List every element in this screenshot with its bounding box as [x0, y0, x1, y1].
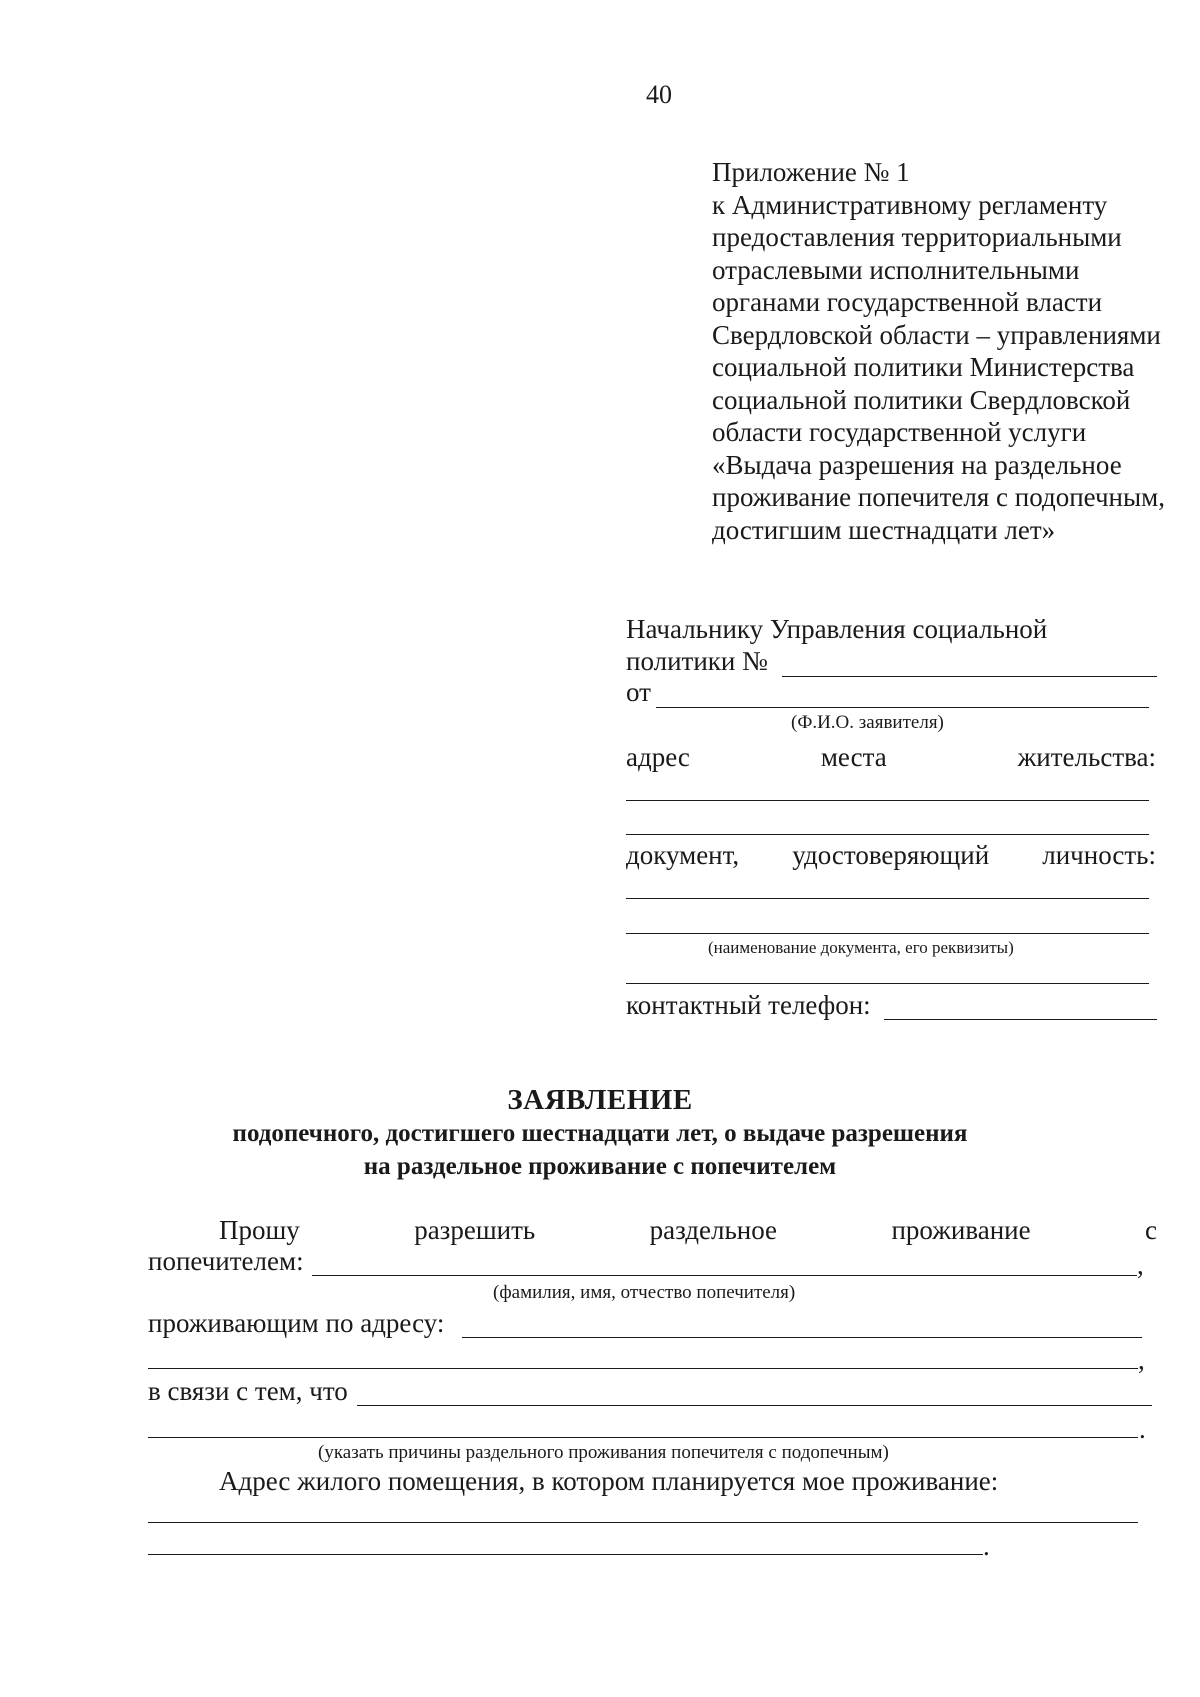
reason-period: .	[1139, 1414, 1146, 1444]
department-number-field[interactable]	[782, 676, 1157, 677]
identity-document-label	[626, 840, 1156, 871]
request-word: Прошу	[219, 1215, 300, 1245]
address-comma: ,	[1138, 1345, 1145, 1375]
fio-caption: (Ф.И.О. заявителя)	[791, 712, 944, 733]
guardian-comma: ,	[1137, 1250, 1144, 1280]
statement-subtitle-line-1: подопечного, достигшего шестнадцати лет, о выдаче разрешения	[232, 1120, 968, 1147]
request-sentence	[219, 1215, 1157, 1246]
document-word: удостоверяющий	[792, 840, 990, 870]
document-word: личность:	[1042, 840, 1156, 870]
guardian-address-field-line-2[interactable]	[148, 1368, 1138, 1369]
planned-address-field-line-1[interactable]	[148, 1522, 1138, 1523]
address-word: жительства:	[1017, 742, 1156, 772]
appendix-line: области государственной услуги	[712, 417, 1087, 447]
reason-field-line-2[interactable]	[148, 1437, 1138, 1438]
planned-address-period: .	[983, 1531, 990, 1561]
from-label: от	[626, 677, 651, 707]
appendix-line: Приложение № 1	[712, 157, 910, 187]
reason-label: в связи с тем, что	[148, 1376, 348, 1406]
phone-label: контактный телефон:	[626, 990, 871, 1020]
department-number-label: политики №	[626, 646, 768, 676]
identity-document-field-line-2[interactable]	[626, 933, 1149, 934]
appendix-line: Свердловской области – управлениями	[712, 319, 1161, 350]
appendix-line: достигшим шестнадцати лет»	[712, 514, 1056, 545]
appendix-line: предоставления территориальными	[712, 222, 1122, 252]
appendix-line: социальной политики Министерства	[712, 352, 1135, 382]
request-word: раздельное	[649, 1215, 778, 1245]
appendix-line: проживание попечителя с подопечным,	[712, 482, 1165, 512]
address-field-line-2[interactable]	[626, 834, 1149, 835]
address-field-line-1[interactable]	[626, 800, 1149, 801]
identity-document-field-line-1[interactable]	[626, 898, 1149, 899]
address-word: адрес	[626, 742, 690, 772]
appendix-reference	[712, 156, 1165, 546]
address-word: места	[820, 742, 887, 772]
request-word: проживание	[891, 1215, 1031, 1245]
appendix-line: к Административному регламенту	[712, 189, 1108, 220]
appendix-line: «Выдача разрешения на раздельное	[712, 449, 1122, 480]
page-number: 40	[646, 80, 672, 109]
address-label	[626, 742, 1156, 773]
phone-field[interactable]	[884, 1019, 1157, 1020]
request-word: с	[1145, 1215, 1157, 1245]
applicant-name-field[interactable]	[656, 707, 1149, 708]
addressee-line: Начальнику Управления социальной	[626, 614, 1048, 644]
reason-field-line-1[interactable]	[357, 1405, 1152, 1406]
statement-title: ЗАЯВЛЕНИЕ	[507, 1084, 693, 1116]
document-caption: (наименование документа, его реквизиты)	[708, 938, 1014, 957]
identity-document-field-line-3[interactable]	[626, 983, 1149, 984]
statement-subtitle-line-2: на раздельное проживание с попечителем	[363, 1153, 837, 1180]
appendix-line: отраслевыми исполнительными	[712, 254, 1080, 285]
document-word: документ,	[626, 840, 740, 870]
planned-address-field-line-2[interactable]	[148, 1554, 983, 1555]
appendix-line: социальной политики Свердловской	[712, 384, 1131, 415]
residing-address-label: проживающим по адресу:	[148, 1308, 445, 1338]
reason-caption: (указать причины раздельного проживания попечителя с подопечным)	[318, 1442, 889, 1463]
guardian-caption: (фамилия, имя, отчество попечителя)	[493, 1282, 796, 1303]
planned-address-label: Адрес жилого помещения, в котором планируется мое проживание:	[219, 1466, 999, 1496]
request-word: разрешить	[414, 1215, 536, 1245]
guardian-label: попечителем:	[148, 1246, 304, 1276]
guardian-name-field[interactable]	[312, 1275, 1137, 1276]
guardian-address-field-line-1[interactable]	[462, 1337, 1142, 1338]
appendix-line: органами государственной власти	[712, 287, 1103, 317]
